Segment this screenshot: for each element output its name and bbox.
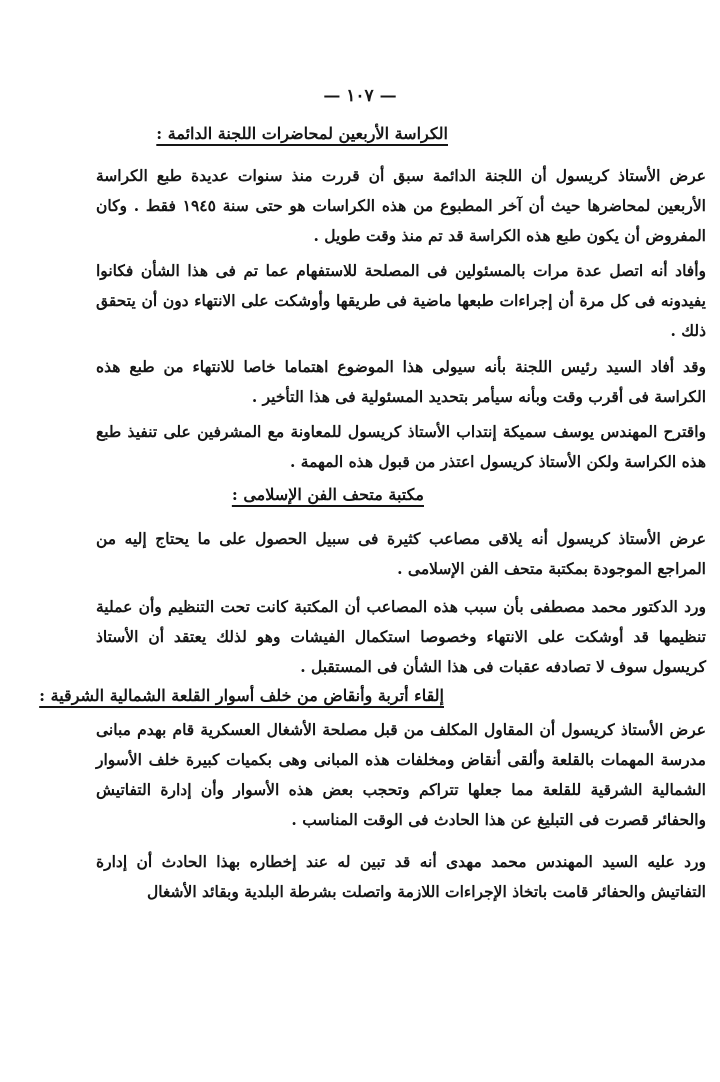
section-heading <box>232 484 424 506</box>
section-heading-text: إلقاء أتربة وأنقاض من خلف أسوار القلعة الشمالية الشرقية : <box>39 686 444 705</box>
paragraph: عرض الأستاذ كريسول أن المقاول المكلف من قبل مصلحة الأشغال العسكرية قام بهدم مبانى مدرسة المهمات بالقلعة وألقى أنقاض ومخلفات هذه المبانى وهى بكميات كبيرة خلف الأسوار الشمالية الشرقية للقلعة مما جعلها تتراكم وتحجب بعض هذه الأسوار وأن إدارة التفاتيش والحفائر قصرت فى التبليغ عن هذا الحادث فى الوقت المناسب . <box>96 720 706 829</box>
paragraph: عرض الأستاذ كريسول أن اللجنة الدائمة سبق أن قررت منذ سنوات عديدة طبع الكراسة الأربعين لمحاضرها حيث أن آخر المطبوع من هذه الكراسات هو حتى سنة ١٩٤٥ فقط . وكان المفروض أن يكون طبع هذه الكراسة قد تم منذ وقت طويل . <box>96 166 706 245</box>
paragraph: ورد عليه السيد المهندس محمد مهدى أنه قد تبين له عند إخطاره بهذا الحادث أن إدارة التفاتيش والحفائر قامت باتخاذ الإجراءات اللازمة واتصلت بشرطة البلدية وبقائد الأشغال <box>96 852 706 901</box>
page-number: — ١٠٧ — <box>323 86 397 106</box>
section-heading <box>156 123 448 145</box>
paragraph: ورد الدكتور محمد مصطفى بأن سبب هذه المصاعب أن المكتبة كانت تحت التنظيم وأن عملية تنظيمها قد أوشكت على الانتهاء وخصوصا استكمال الفيشات وهو لذلك يعتقد أن الأستاذ كريسول سوف لا تصادفه عقبات فى هذا الشأن فى المستقبل . <box>96 597 706 676</box>
paragraph: وقد أفاد السيد رئيس اللجنة بأنه سيولى هذا الموضوع اهتماما خاصا للانتهاء من طبع هذه الكراسة فى أقرب وقت وبأنه سيأمر بتحديد المسئولية فى هذا التأخير . <box>96 357 706 406</box>
paragraph: واقترح المهندس يوسف سميكة إنتداب الأستاذ كريسول للمعاونة مع المشرفين على تنفيذ طبع هذه الكراسة ولكن الأستاذ كريسول اعتذر من قبول هذه المهمة . <box>96 422 706 471</box>
section-heading-text: مكتبة متحف الفن الإسلامى : <box>231 485 424 504</box>
paragraph: عرض الأستاذ كريسول أنه يلاقى مصاعب كثيرة فى سبيل الحصول على ما يحتاج إليه من المراجع الموجودة بمكتبة متحف الفن الإسلامى . <box>96 529 706 578</box>
section-heading-text: الكراسة الأربعين لمحاضرات اللجنة الدائمة : <box>156 124 448 143</box>
section-heading <box>39 685 444 707</box>
paragraph: وأفاد أنه اتصل عدة مرات بالمسئولين فى المصلحة للاستفهام عما تم فى هذا الشأن فكانوا يفيدونه فى كل مرة أن إجراءات طبعها ماضية فى طريقها وأوشكت على الانتهاء دون أن يتحقق ذلك . <box>96 261 706 340</box>
